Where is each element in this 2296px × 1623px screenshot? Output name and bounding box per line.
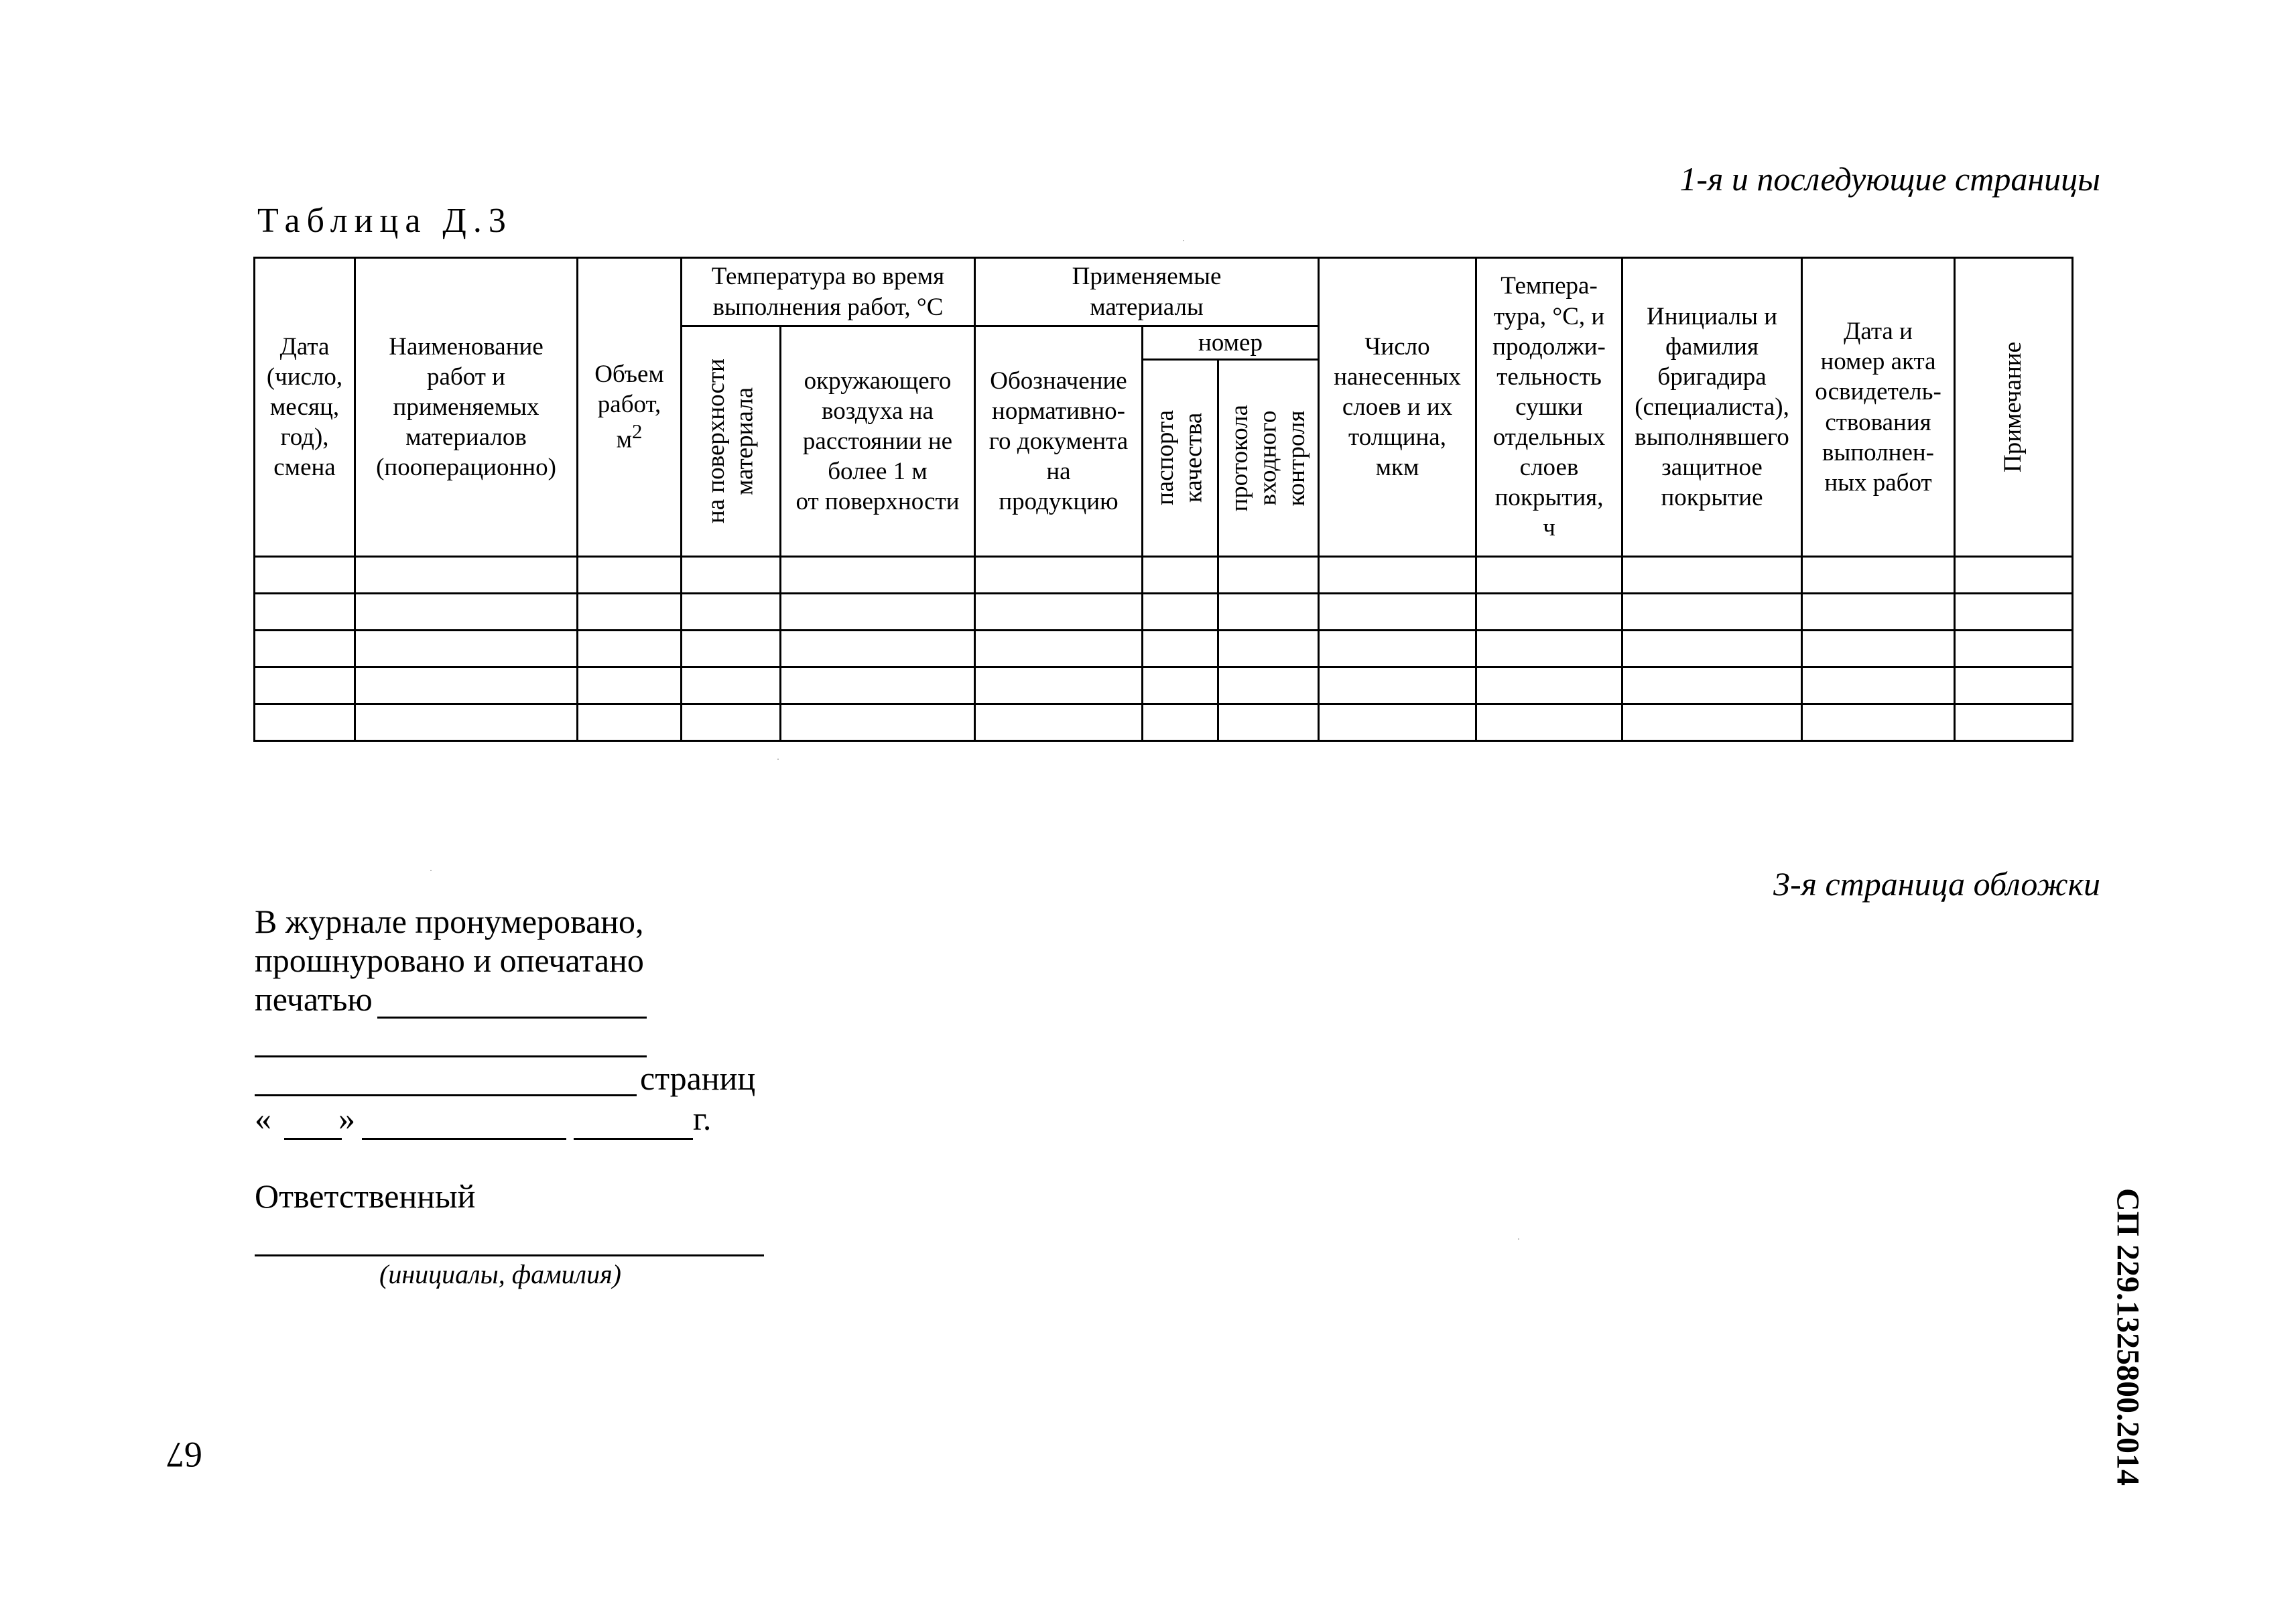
- table-cell: [1143, 631, 1218, 667]
- header-norm-doc: Обозначение нормативно- го документа на продукцию: [975, 326, 1143, 557]
- date-open-quote: «: [255, 1100, 271, 1137]
- table-cell: [1802, 704, 1955, 741]
- table-cell: [1622, 704, 1802, 741]
- header-number-group: номер: [1143, 326, 1319, 360]
- table-cell: [578, 631, 682, 667]
- table-cell: [255, 631, 355, 667]
- table-cell: [1955, 631, 2073, 667]
- page-number: 67: [166, 1435, 202, 1475]
- table-row: [255, 557, 2073, 594]
- table-cell: [781, 631, 975, 667]
- page-note-first-pages: 1-я и последующие страницы: [1679, 160, 2100, 198]
- table-cell: [1476, 557, 1622, 594]
- table-cell: [1218, 704, 1319, 741]
- table-cell: [1622, 631, 1802, 667]
- table-cell: [682, 594, 781, 631]
- table-cell: [1476, 667, 1622, 704]
- table-cell: [578, 557, 682, 594]
- header-temp-surface: на поверхности материала: [702, 359, 759, 524]
- table-row: [255, 704, 2073, 741]
- stamp-fill-line: [377, 1017, 647, 1019]
- table-cell: [682, 704, 781, 741]
- table-cell: [975, 667, 1143, 704]
- document-code-vertical: [2094, 1189, 2161, 1484]
- table-cell: [1319, 594, 1476, 631]
- table-cell: [1802, 667, 1955, 704]
- page-note-cover: 3-я страница обложки: [1773, 865, 2100, 903]
- table-cell: [1319, 631, 1476, 667]
- table-cell: [682, 667, 781, 704]
- table-cell: [1143, 667, 1218, 704]
- table-cell: [255, 667, 355, 704]
- table-title: Таблица Д.3: [257, 202, 513, 240]
- table-cell: [781, 667, 975, 704]
- table-cell: [682, 557, 781, 594]
- table-cell: [355, 704, 578, 741]
- date-year-suffix: г.: [693, 1100, 712, 1137]
- table-cell: [355, 557, 578, 594]
- table-row: [255, 631, 2073, 667]
- scan-speck: [777, 759, 779, 760]
- table-cell: [1955, 557, 2073, 594]
- table-cell: [578, 667, 682, 704]
- cover-statement-line-1: В журнале пронумеровано,: [255, 903, 644, 940]
- scan-speck: [1183, 240, 1184, 241]
- responsible-caption: (инициалы, фамилия): [379, 1259, 621, 1289]
- table-cell: [578, 594, 682, 631]
- table-cell: [975, 631, 1143, 667]
- table-cell: [1802, 557, 1955, 594]
- date-year-fill-line: [574, 1138, 693, 1140]
- table-body: [255, 557, 2073, 741]
- table-cell: [1622, 667, 1802, 704]
- date-day-fill-line: [284, 1138, 342, 1140]
- table-cell: [1622, 594, 1802, 631]
- table-cell: [255, 557, 355, 594]
- table-cell: [1218, 594, 1319, 631]
- responsible-signature-line: [255, 1254, 764, 1256]
- header-temperature-group: Температура во время выполнения работ, °С: [682, 258, 975, 326]
- table-cell: [1955, 704, 2073, 741]
- header-act: Дата и номер акта освидетель- ствования выполнен- ных работ: [1802, 258, 1955, 557]
- header-work-name: Наименование работ и применяемых материалов (пооперационно): [355, 258, 578, 557]
- stamp-fill-line-continued: [255, 1055, 647, 1057]
- table-cell: [1955, 667, 2073, 704]
- table-cell: [1802, 594, 1955, 631]
- date-close-quote: »: [338, 1100, 355, 1137]
- responsible-label: Ответственный: [255, 1177, 476, 1215]
- header-volume-text: Объем работ, м: [594, 361, 664, 454]
- journal-table: [253, 257, 2074, 742]
- table-cell: [355, 631, 578, 667]
- table-cell: [1143, 594, 1218, 631]
- cover-statement-line-2: прошнуровано и опечатано: [255, 942, 644, 979]
- table-cell: [781, 704, 975, 741]
- table-cell: [1622, 557, 1802, 594]
- header-foreman: Инициалы и фамилия бригадира (специалиста), выполнявшего защитное покрытие: [1622, 258, 1802, 557]
- header-note: Примечание: [1999, 342, 2027, 472]
- table-cell: [975, 594, 1143, 631]
- table-cell: [1802, 631, 1955, 667]
- table-cell: [1319, 557, 1476, 594]
- pages-count-fill-line: [255, 1094, 637, 1096]
- table-cell: [781, 557, 975, 594]
- table-cell: [781, 594, 975, 631]
- table-row: [255, 594, 2073, 631]
- table-cell: [1218, 667, 1319, 704]
- table-cell: [578, 704, 682, 741]
- table-cell: [1143, 557, 1218, 594]
- table-cell: [355, 594, 578, 631]
- header-drying: Темпера- тура, °С, и продолжи- тельность сушки отдельных слоев покрытия, ч: [1476, 258, 1622, 557]
- table-cell: [1476, 594, 1622, 631]
- header-temp-air: окружающего воздуха на расстоянии не более 1 м от поверхности: [781, 326, 975, 557]
- pages-word: страниц: [640, 1059, 756, 1097]
- table-cell: [1476, 631, 1622, 667]
- header-layers: Число нанесенных слоев и их толщина, мкм: [1319, 258, 1476, 557]
- table-cell: [1218, 557, 1319, 594]
- table-cell: [1955, 594, 2073, 631]
- table-cell: [1143, 704, 1218, 741]
- table-cell: [682, 631, 781, 667]
- table-cell: [255, 594, 355, 631]
- table-cell: [1319, 667, 1476, 704]
- header-note-cell: [1955, 258, 2073, 557]
- header-volume-unit-exponent: 2: [632, 420, 643, 444]
- cover-statement-line-3: печатью: [255, 980, 373, 1018]
- header-protocol: протокола входного контроля: [1225, 404, 1310, 512]
- header-date: Дата (число, месяц, год), смена: [255, 258, 355, 557]
- document-code: СП 229.1325800.2014: [2110, 1188, 2146, 1486]
- table-cell: [255, 704, 355, 741]
- table-row: [255, 667, 2073, 704]
- scan-speck: [1518, 1238, 1519, 1240]
- table-cell: [975, 557, 1143, 594]
- scan-speck: [430, 870, 432, 871]
- header-volume: [578, 258, 682, 557]
- header-passport: паспорта качества: [1151, 410, 1208, 506]
- header-protocol-cell: [1218, 360, 1319, 557]
- header-passport-cell: [1143, 360, 1218, 557]
- table-cell: [1319, 704, 1476, 741]
- table-cell: [975, 704, 1143, 741]
- date-month-fill-line: [362, 1138, 566, 1140]
- header-materials-group: Применяемые материалы: [975, 258, 1319, 326]
- table-cell: [1476, 704, 1622, 741]
- table-cell: [1218, 631, 1319, 667]
- header-temp-surface-cell: [682, 326, 781, 557]
- table-cell: [355, 667, 578, 704]
